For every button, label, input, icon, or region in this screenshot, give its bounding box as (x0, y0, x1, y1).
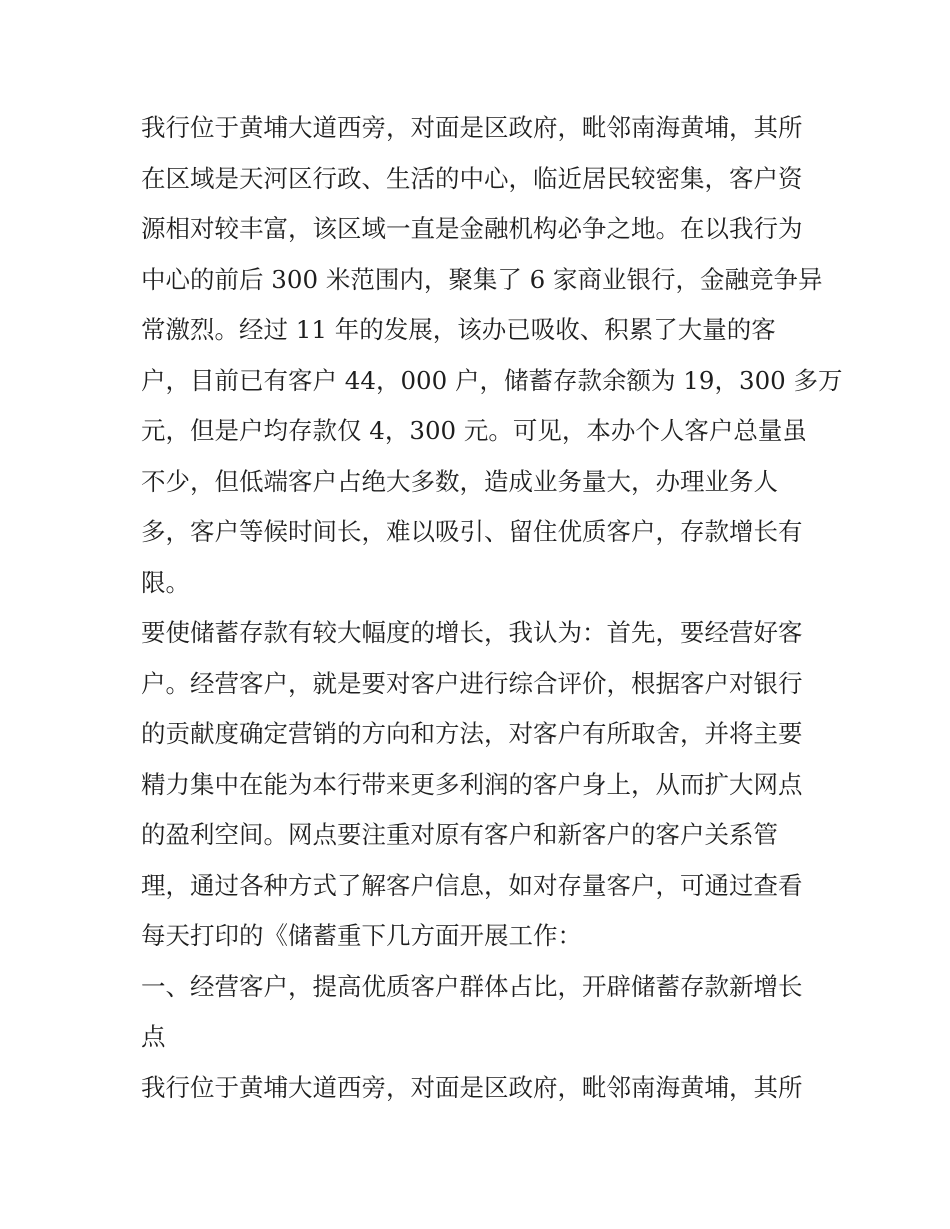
text-line-19: 点 (141, 1022, 166, 1051)
text-line-6: 户，目前已有客户 44，000 户，储蓄存款余额为 19，300 多万 (141, 365, 843, 395)
text-line-20: 我行位于黄埔大道西旁，对面是区政府，毗邻南海黄埔，其所 (141, 1072, 803, 1102)
text-line-10: 限。 (141, 567, 190, 597)
text-line-13: 的贡献度确定营销的方向和方法，对客户有所取舍，并将主要 (141, 719, 803, 748)
text-line-11: 要使储蓄存款有较大幅度的增长，我认为：首先，要经营好客 (141, 618, 803, 647)
text-line-14: 精力集中在能为本行带来更多利润的客户身上，从而扩大网点 (141, 769, 803, 799)
text-line-2: 在区域是天河区行政、生活的中心，临近居民较密集，客户资 (141, 163, 803, 193)
text-line-4: 中心的前后 300 米范围内，聚集了 6 家商业银行，金融竞争异 (141, 264, 823, 294)
text-line-9: 多，客户等候时间长，难以吸引、留住优质客户，存款增长有 (141, 517, 803, 546)
text-line-5: 常激烈。经过 11 年的发展，该办已吸收、积累了大量的客 (141, 315, 776, 344)
text-line-3: 源相对较丰富，该区域一直是金融机构必争之地。在以我行为 (141, 214, 803, 243)
text-line-12: 户。经营客户，就是要对客户进行综合评价，根据客户对银行 (141, 668, 803, 698)
document-body (141, 103, 843, 1113)
text-line-15: 的盈利空间。网点要注重对原有客户和新客户的客户关系管 (141, 820, 778, 849)
text-line-1: 我行位于黄埔大道西旁，对面是区政府，毗邻南海黄埔，其所 (141, 113, 803, 142)
text-line-17: 每天打印的《储蓄重下几方面开展工作： (141, 921, 582, 950)
text-line-18: 一、经营客户，提高优质客户群体占比，开辟储蓄存款新增长 (141, 971, 803, 1001)
text-line-16: 理，通过各种方式了解客户信息，如对存量客户，可通过查看 (141, 870, 803, 900)
text-line-7: 元，但是户均存款仅 4，300 元。可见，本办个人客户总量虽 (141, 416, 807, 445)
text-line-8: 不少，但低端客户占绝大多数，造成业务量大，办理业务人 (141, 466, 778, 496)
